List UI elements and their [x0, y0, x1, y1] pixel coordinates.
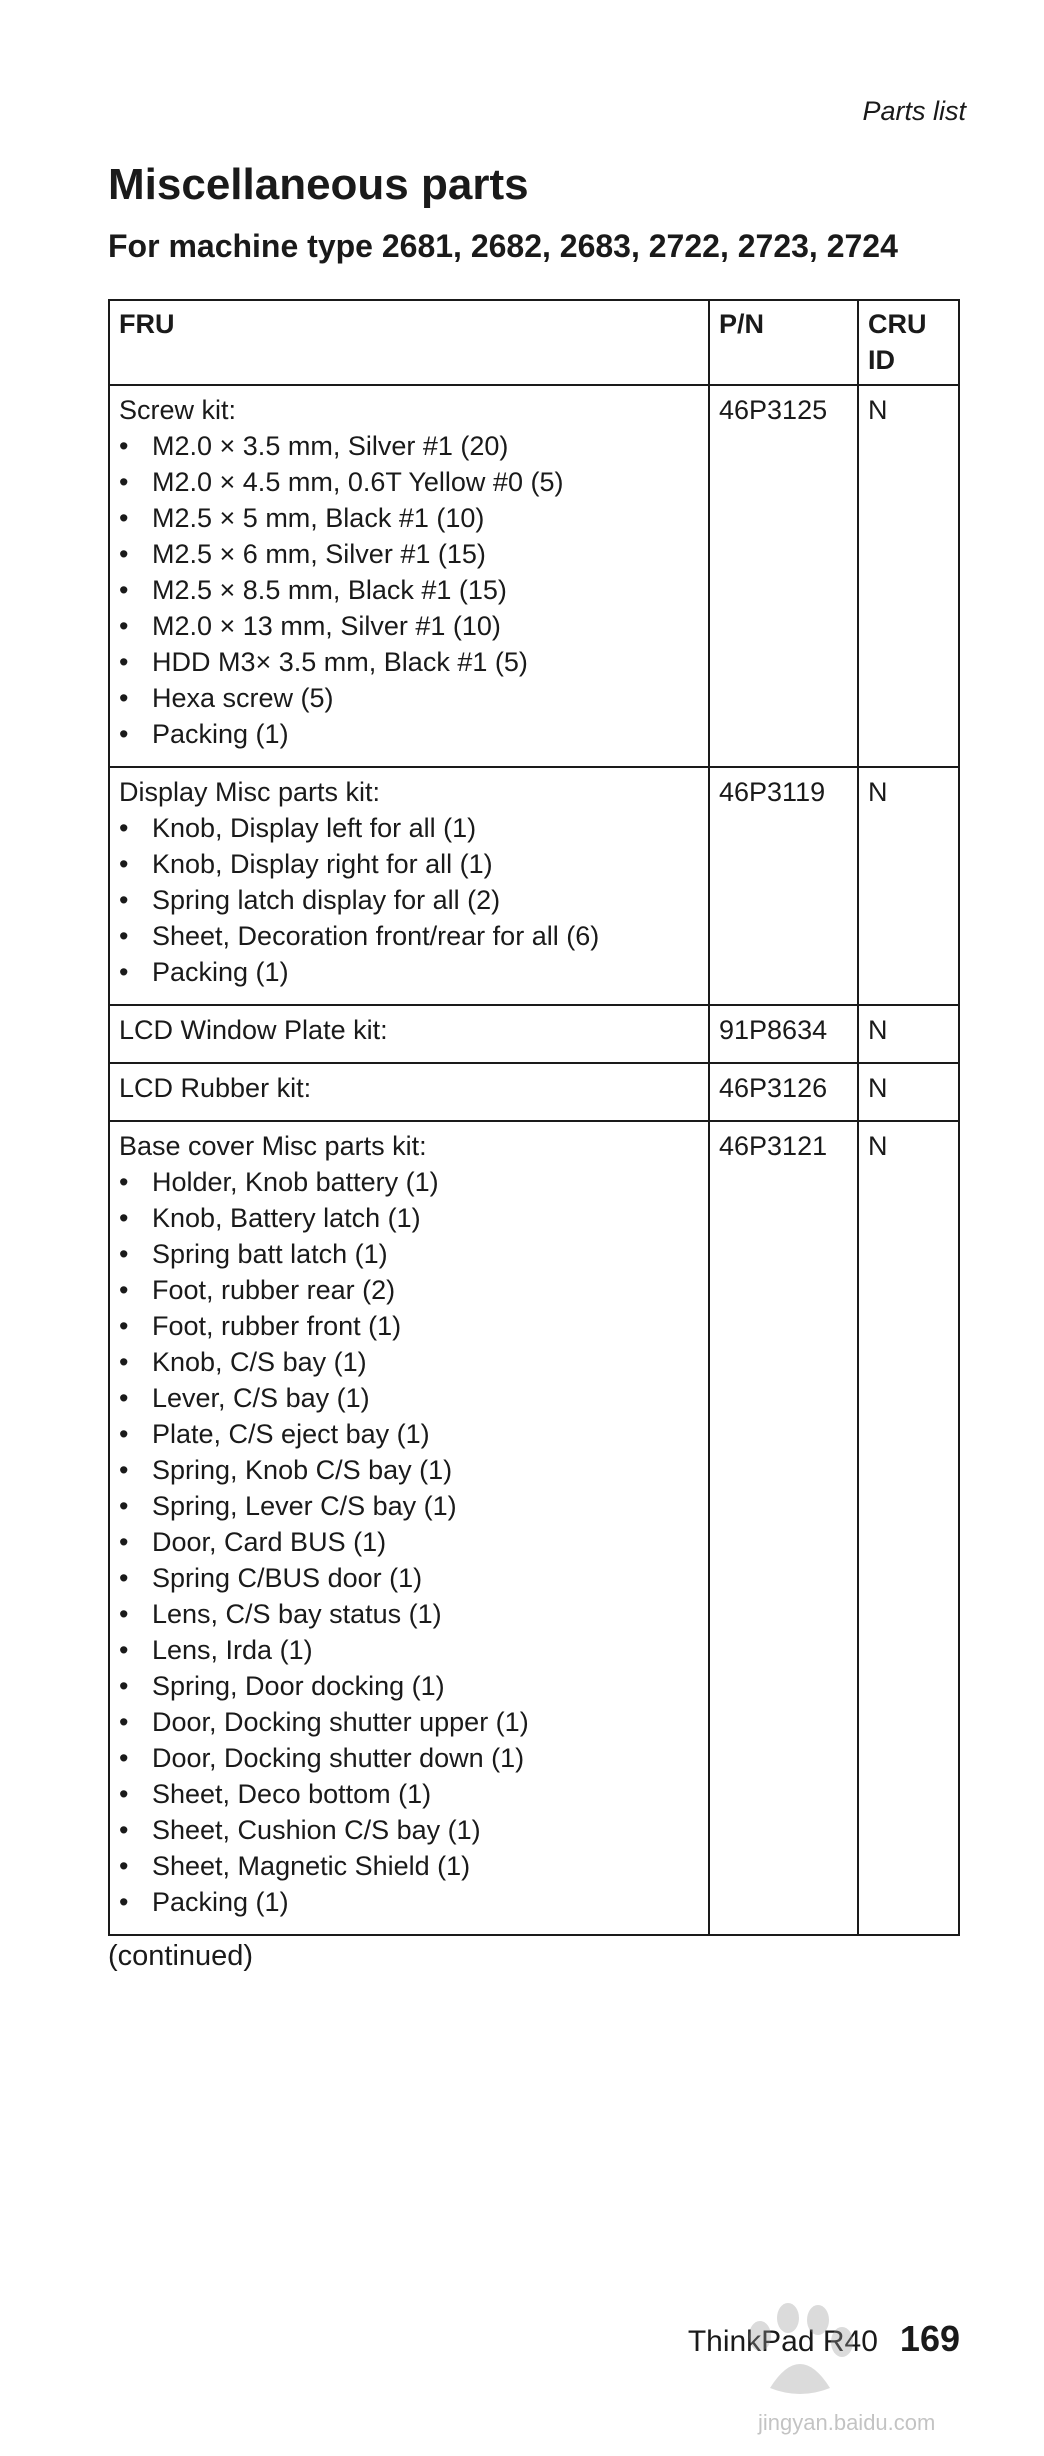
kit-title: LCD Rubber kit:: [119, 1073, 312, 1103]
cru-id-cell: N: [858, 767, 959, 1005]
list-item: • Spring C/BUS door (1): [119, 1560, 700, 1596]
list-item: • Sheet, Decoration front/rear for all (6): [119, 918, 700, 954]
kit-items-list: [119, 1164, 700, 1920]
fru-cell: [109, 1005, 709, 1063]
baidu-watermark: [730, 2296, 990, 2446]
list-item: • Spring latch display for all (2): [119, 882, 700, 918]
column-header-fru: FRU: [109, 300, 709, 385]
list-item: • Hexa screw (5): [119, 680, 700, 716]
fru-parts-table: [108, 299, 960, 1936]
list-item: • Knob, Display right for all (1): [119, 846, 700, 882]
cru-header-line2: ID: [868, 345, 895, 375]
table-row: [109, 1063, 959, 1121]
list-item: • M2.0 × 3.5 mm, Silver #1 (20): [119, 428, 700, 464]
part-number-cell: 46P3126: [709, 1063, 858, 1121]
table-row: [109, 1005, 959, 1063]
column-header-pn: P/N: [709, 300, 858, 385]
column-header-cru-id: [858, 300, 959, 385]
list-item: • M2.5 × 5 mm, Black #1 (10): [119, 500, 700, 536]
fru-cell: [109, 767, 709, 1005]
kit-title: Base cover Misc parts kit:: [119, 1131, 427, 1161]
kit-items-list: [119, 810, 700, 990]
fru-cell: [109, 1121, 709, 1935]
table-row: [109, 767, 959, 1005]
part-number-cell: 91P8634: [709, 1005, 858, 1063]
list-item: • Sheet, Deco bottom (1): [119, 1776, 700, 1812]
list-item: • Foot, rubber front (1): [119, 1308, 700, 1344]
cru-id-cell: N: [858, 385, 959, 767]
list-item: • M2.5 × 6 mm, Silver #1 (15): [119, 536, 700, 572]
list-item: • Plate, C/S eject bay (1): [119, 1416, 700, 1452]
watermark-text: jingyan.baidu.com: [758, 2410, 936, 2435]
list-item: • Knob, Display left for all (1): [119, 810, 700, 846]
list-item: • Lens, Irda (1): [119, 1632, 700, 1668]
part-number-cell: 46P3125: [709, 385, 858, 767]
table-row: [109, 385, 959, 767]
list-item: • Spring, Lever C/S bay (1): [119, 1488, 700, 1524]
list-item: • Sheet, Magnetic Shield (1): [119, 1848, 700, 1884]
section-title: Miscellaneous parts: [108, 160, 529, 209]
paw-logo-icon: [730, 2296, 870, 2406]
list-item: • Lens, C/S bay status (1): [119, 1596, 700, 1632]
part-number-cell: 46P3119: [709, 767, 858, 1005]
list-item: • Sheet, Cushion C/S bay (1): [119, 1812, 700, 1848]
book-title: ThinkPad R40: [687, 2325, 878, 2358]
cru-header-line1: CRU: [868, 309, 927, 339]
list-item: • HDD M3× 3.5 mm, Black #1 (5): [119, 644, 700, 680]
list-item: • Door, Card BUS (1): [119, 1524, 700, 1560]
list-item: • Foot, rubber rear (2): [119, 1272, 700, 1308]
kit-title: Screw kit:: [119, 395, 237, 425]
list-item: • Spring, Knob C/S bay (1): [119, 1452, 700, 1488]
page-number: 169: [899, 2318, 960, 2359]
kit-title: LCD Window Plate kit:: [119, 1015, 388, 1045]
list-item: • Door, Docking shutter upper (1): [119, 1704, 700, 1740]
kit-title: Display Misc parts kit:: [119, 777, 381, 807]
cru-id-cell: N: [858, 1063, 959, 1121]
kit-items-list: [119, 428, 700, 752]
cru-id-cell: N: [858, 1005, 959, 1063]
table-row: [109, 1121, 959, 1935]
list-item: • Packing (1): [119, 716, 700, 752]
list-item: • M2.5 × 8.5 mm, Black #1 (15): [119, 572, 700, 608]
list-item: • Door, Docking shutter down (1): [119, 1740, 700, 1776]
list-item: • Lever, C/S bay (1): [119, 1380, 700, 1416]
list-item: • Holder, Knob battery (1): [119, 1164, 700, 1200]
list-item: • Knob, Battery latch (1): [119, 1200, 700, 1236]
fru-cell: [109, 385, 709, 767]
continued-note: (continued): [108, 1940, 254, 1972]
list-item: • Packing (1): [119, 954, 700, 990]
list-item: • Spring, Door docking (1): [119, 1668, 700, 1704]
machine-type-subtitle: For machine type 2681, 2682, 2683, 2722, 2723, 2724: [108, 228, 898, 264]
list-item: • Packing (1): [119, 1884, 700, 1920]
list-item: • M2.0 × 4.5 mm, 0.6T Yellow #0 (5): [119, 464, 700, 500]
list-item: • M2.0 × 13 mm, Silver #1 (10): [119, 608, 700, 644]
fru-cell: [109, 1063, 709, 1121]
table-header-row: [109, 300, 959, 385]
table-body: [109, 385, 959, 1935]
cru-id-cell: N: [858, 1121, 959, 1935]
part-number-cell: 46P3121: [709, 1121, 858, 1935]
list-item: • Knob, C/S bay (1): [119, 1344, 700, 1380]
list-item: • Spring batt latch (1): [119, 1236, 700, 1272]
running-head: Parts list: [862, 96, 966, 126]
